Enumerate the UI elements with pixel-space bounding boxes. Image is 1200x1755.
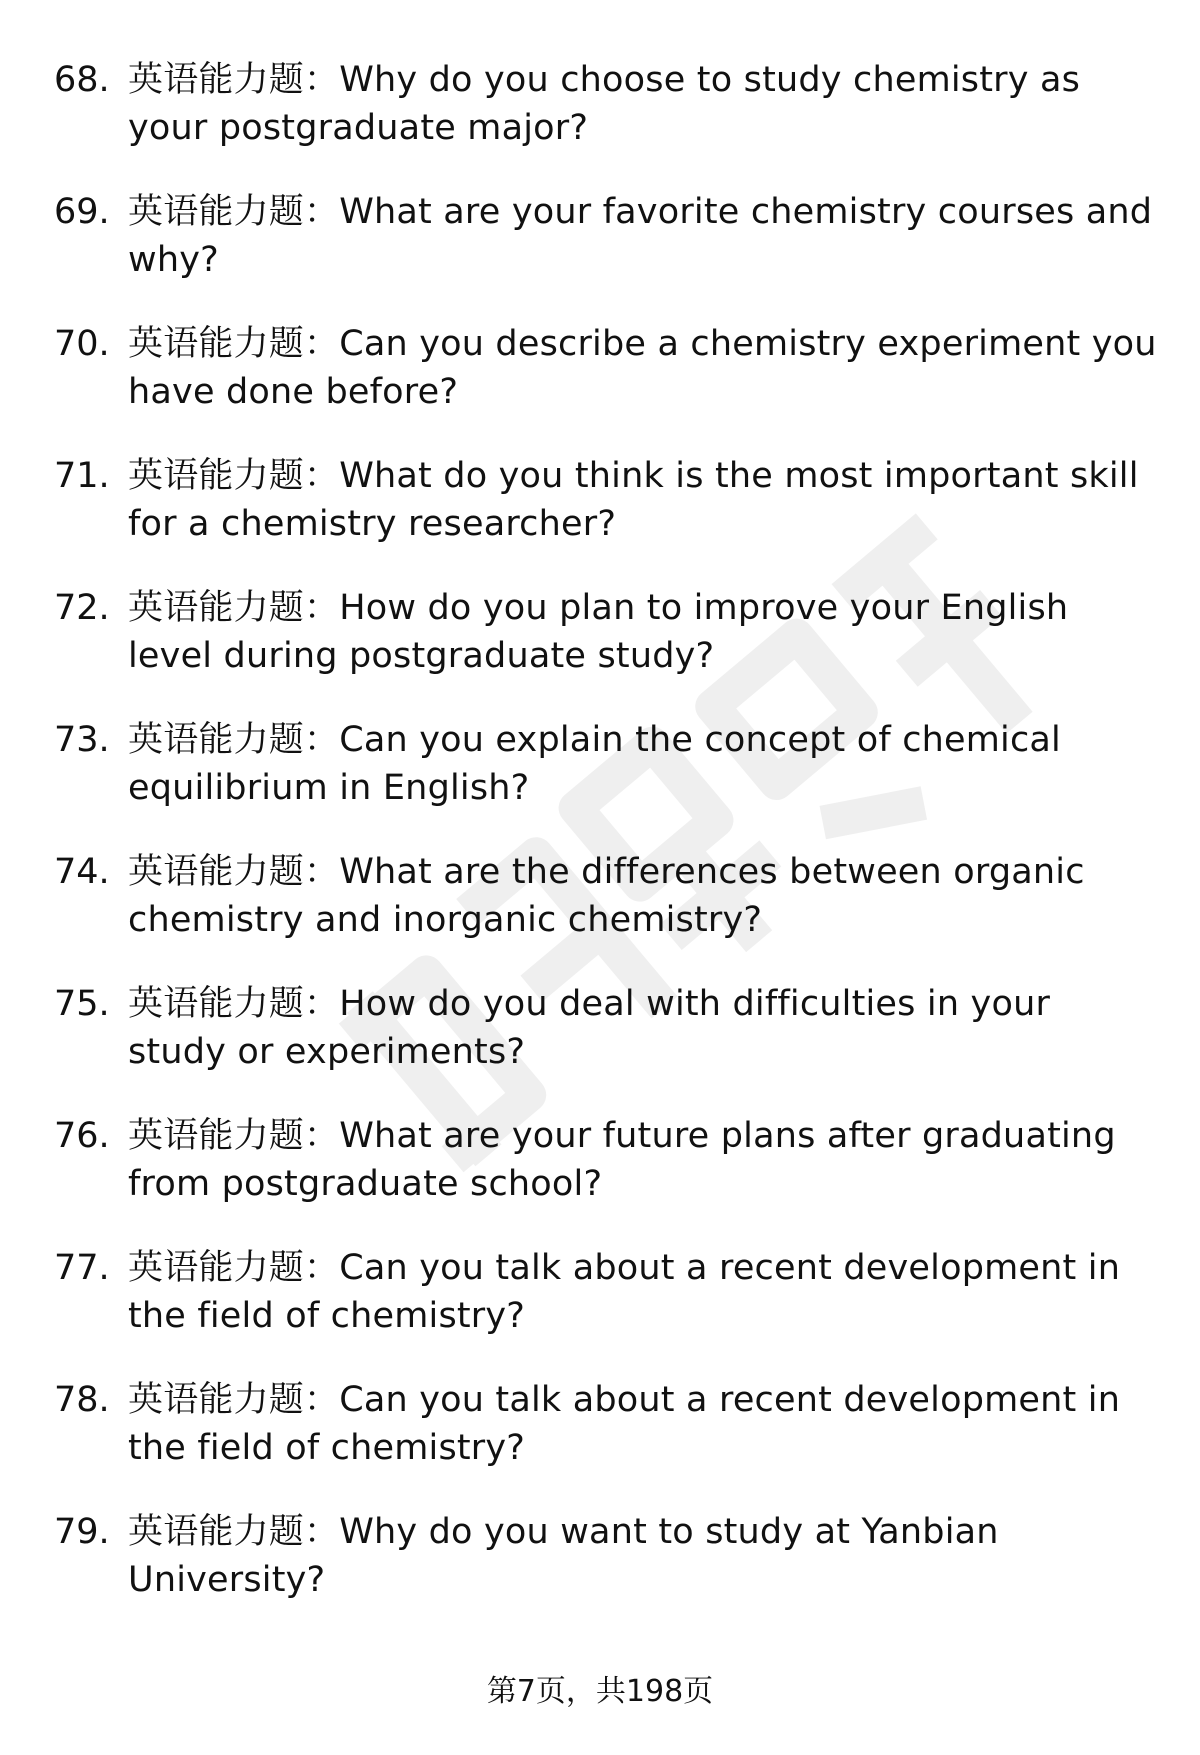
question-tag: 英语能力题： [128,324,340,364]
question-number: 72. [54,588,110,628]
question-body [128,320,1158,416]
page-footer [0,1672,1200,1712]
question-tag: 英语能力题： [128,588,340,628]
question-tag: 英语能力题： [128,984,340,1024]
question-body [128,848,1158,944]
question-tag: 英语能力题： [128,720,340,760]
question-tag: 英语能力题： [128,1116,340,1156]
question-text: What are the differences between organic chemistry and inorganic chemistry? [128,852,1085,940]
question-tag: 英语能力题： [128,852,340,892]
question-item [0,452,1200,584]
question-item [0,584,1200,716]
question-number: 70. [54,324,110,364]
question-body [128,188,1158,284]
question-body [128,716,1158,812]
question-body [128,1244,1158,1340]
question-text: Can you talk about a recent development in the field of chemistry? [128,1380,1121,1468]
question-tag: 英语能力题： [128,192,340,232]
question-number: 79. [54,1512,110,1552]
question-item [0,320,1200,452]
question-tag: 英语能力题： [128,1248,340,1288]
question-text: Why do you want to study at Yanbian University? [128,1512,999,1600]
question-item [0,1508,1200,1640]
question-body [128,980,1158,1076]
question-list [0,56,1200,1640]
question-text: Can you talk about a recent development in the field of chemistry? [128,1248,1121,1336]
question-item [0,980,1200,1112]
question-item [0,56,1200,188]
question-number: 73. [54,720,110,760]
question-item [0,716,1200,848]
question-number: 75. [54,984,110,1024]
question-number: 74. [54,852,110,892]
question-body [128,584,1158,680]
question-text: Why do you choose to study chemistry as your postgraduate major? [128,60,1081,148]
question-body [128,1112,1158,1208]
question-body [128,1508,1158,1604]
question-number: 76. [54,1116,110,1156]
question-text: How do you plan to improve your English level during postgraduate study? [128,588,1069,676]
question-number: 77. [54,1248,110,1288]
question-tag: 英语能力题： [128,1512,340,1552]
question-text: How do you deal with difficulties in your study or experiments? [128,984,1051,1072]
question-tag: 英语能力题： [128,1380,340,1420]
question-tag: 英语能力题： [128,456,340,496]
question-item [0,188,1200,320]
question-text: What do you think is the most important skill for a chemistry researcher? [128,456,1139,544]
question-tag: 英语能力题： [128,60,340,100]
question-text: What are your future plans after graduating from postgraduate school? [128,1116,1116,1204]
question-number: 69. [54,192,110,232]
question-item [0,1376,1200,1508]
question-number: 71. [54,456,110,496]
page-number-label: 第7页，共198页 [486,1674,714,1709]
question-number: 68. [54,60,110,100]
question-item [0,1112,1200,1244]
question-text: Can you describe a chemistry experiment you have done before? [128,324,1157,412]
question-body [128,56,1158,152]
question-body [128,452,1158,548]
question-number: 78. [54,1380,110,1420]
question-text: Can you explain the concept of chemical equilibrium in English? [128,720,1061,808]
question-item [0,848,1200,980]
question-body [128,1376,1158,1472]
question-text: What are your favorite chemistry courses and why? [128,192,1153,280]
question-item [0,1244,1200,1376]
